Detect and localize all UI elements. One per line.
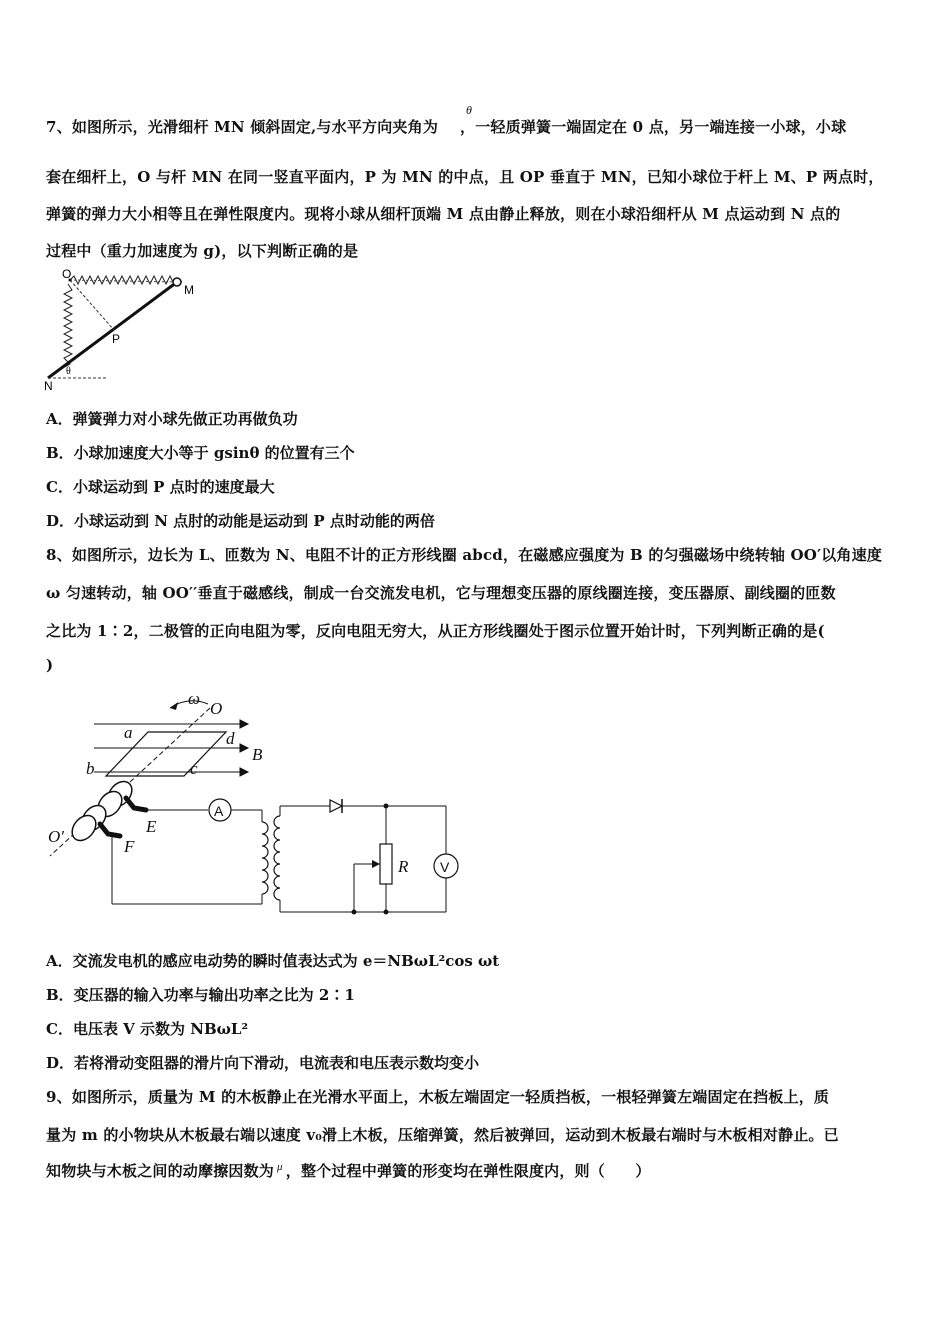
rheostat: [380, 844, 392, 884]
label-theta: θ: [66, 366, 71, 377]
label-voltmeter: V: [440, 859, 450, 875]
q7-option-c: C．小球运动到 P 点时的速度最大: [46, 478, 275, 496]
label-p: P: [112, 332, 121, 346]
label-n: N: [44, 379, 53, 392]
q9-line-3: [46, 1160, 651, 1181]
q7-option-d: D．小球运动到 N 点肘的动能是运动到 P 点时动能的两倍: [46, 512, 435, 530]
q7-option-a: A．弹簧弹力对小球先做正功再做负功: [46, 410, 298, 428]
label-b-field: B: [252, 745, 263, 764]
label-m: M: [184, 283, 194, 297]
q7-option-b: B．小球加速度大小等于 gsinθ 的位置有三个: [46, 444, 355, 462]
q7-line-1b: ，一轻质弹簧一端固定在 0 点，另一端连接一小球，小球: [460, 118, 847, 136]
label-a: a: [124, 723, 133, 742]
q9-line-1: 9、如图所示，质量为 M 的木板静止在光滑水平面上，木板左端固定一轻质挡板，一根轻弹簧左端固定在挡板上，质: [46, 1088, 830, 1106]
spring-on: [52, 284, 72, 374]
op-line: [70, 280, 114, 330]
label-f: F: [124, 837, 135, 856]
label-b: b: [86, 759, 95, 778]
rod-mn: [48, 282, 177, 378]
label-d: d: [226, 729, 235, 748]
primary-coil: [262, 822, 268, 894]
q8-option-d: D．若将滑动变阻器的滑片向下滑动，电流表和电压表示数均变小: [46, 1054, 480, 1072]
q7-line-3: 弹簧的弹力大小相等且在弹性限度内。现将小球从细杆顶端 M 点由静止释放，则在小球沿细杆从 M 点运动到 N 点的: [46, 205, 841, 223]
q9-line-3b: ，整个过程中弹簧的形变均在弹性限度内，则（ ）: [285, 1162, 651, 1180]
diode: [330, 800, 342, 812]
q7-theta-symbol: θ: [466, 103, 472, 117]
q8-line-3: 之比为 1∶2，二极管的正向电阻为零，反向电阻无穷大，从正方形线圈处于图示位置开始计时，下列判断正确的是(: [46, 622, 825, 640]
label-e: E: [146, 817, 157, 836]
q8-option-a: A．交流发电机的感应电动势的瞬时值表达式为 e＝NBωL²cos ωt: [46, 952, 500, 970]
ball-m: [173, 278, 181, 286]
q8-line-1: 8、如图所示，边长为 L、匝数为 N、电阻不计的正方形线圈 abcd，在磁感应强度为 B 的匀强磁场中绕转轴 OO′以角速度: [46, 546, 883, 564]
q8-line-2: ω 匀速转动，轴 OO′′垂直于磁感线，制成一台交流发电机，它与理想变压器的原线圈连接，变压器原、副线圈的匝数: [46, 584, 836, 602]
q7-line-1: [46, 116, 846, 137]
label-ammeter: A: [214, 803, 224, 819]
label-o: O: [210, 699, 223, 718]
q9-line-2: 量为 m 的小物块从木板最右端以速度 v₀滑上木板，压缩弹簧，然后被弹回，运动到木板最右端时与木板相对静止。已: [46, 1126, 839, 1144]
label-omega: ω: [188, 689, 201, 708]
label-oprime: O′: [48, 827, 64, 846]
q7-line-4: 过程中（重力加速度为 g)，以下判断正确的是: [46, 242, 359, 260]
q7-line-2: 套在细杆上，O 与杆 MN 在同一竖直平面内，P 为 MN 的中点，且 OP 垂直于 MN，已知小球位于杆上 M、P 两点时，: [46, 168, 884, 186]
q8-option-c: C．电压表 V 示数为 NBωL²: [46, 1020, 249, 1038]
label-c: c: [190, 759, 198, 778]
label-r: R: [398, 857, 409, 876]
label-o: O: [62, 268, 72, 281]
secondary-coil: [274, 816, 280, 900]
q7-figure: [42, 268, 212, 392]
q7-line-1a: 7、如图所示，光滑细杆 MN 倾斜固定,与水平方向夹角为: [46, 118, 439, 136]
q8-line-4: ): [46, 656, 54, 674]
q8-figure: [40, 686, 470, 926]
q9-line-3a: 知物块与木板之间的动摩擦因数为: [46, 1162, 275, 1180]
q9-mu-symbol: μ: [277, 1161, 283, 1173]
q8-option-b: B．变压器的输入功率与输出功率之比为 2∶1: [46, 986, 355, 1004]
